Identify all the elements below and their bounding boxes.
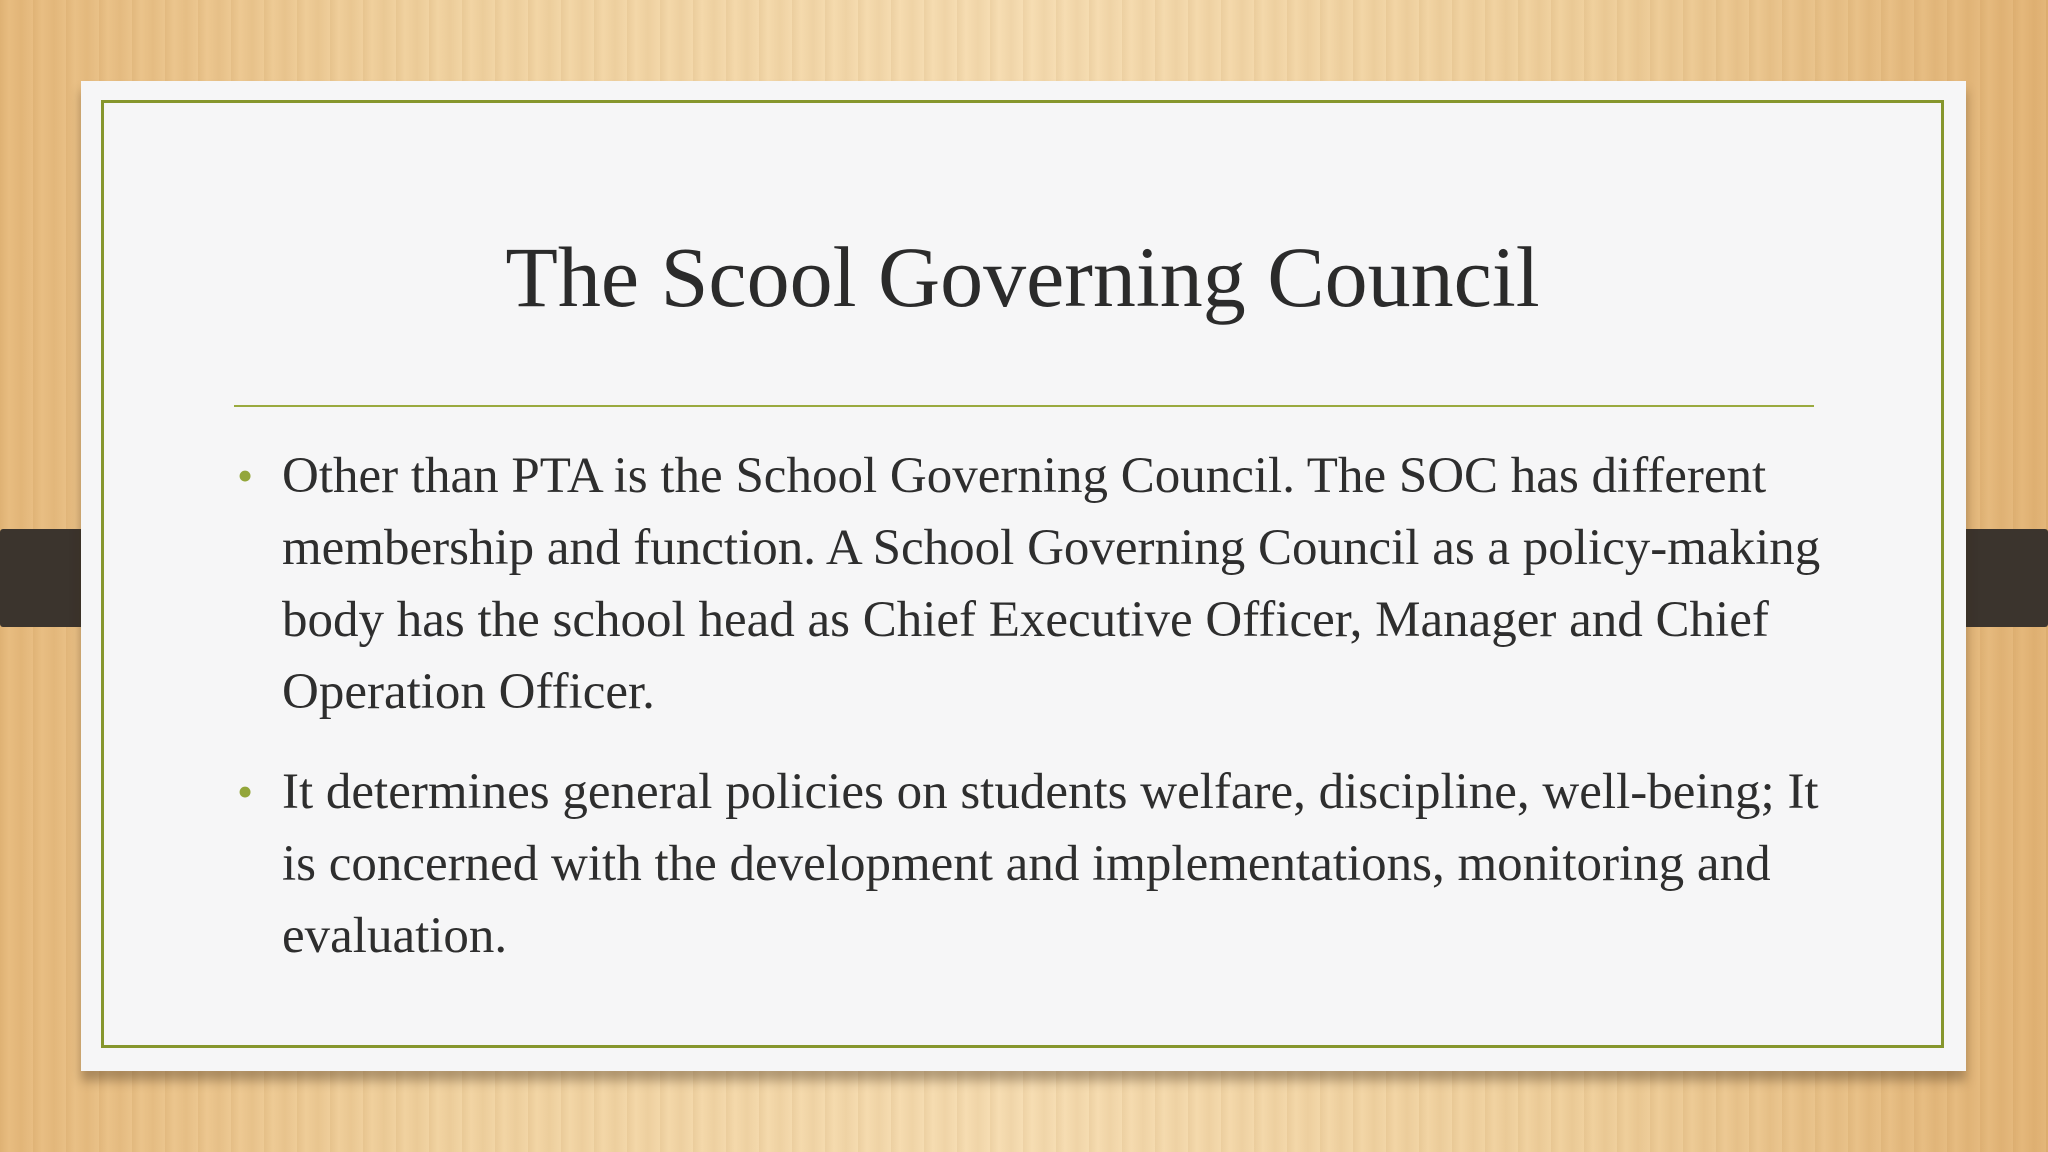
title-divider	[234, 405, 1814, 407]
bullet-dot-icon: •	[237, 450, 254, 501]
bullet-text: Other than PTA is the School Governing Council. The SOC has different membership and function. A School Governing Council as a policy-making body has the school head as Chief Executive Officer, Manager and Chief Operation Officer.	[282, 448, 1821, 720]
bullet-dot-icon: •	[237, 766, 254, 817]
slide-title: The Scool Governing Council	[505, 229, 1540, 325]
bullet-list	[234, 440, 1834, 1000]
bullet-item	[234, 440, 1834, 728]
bullet-text: It determines general policies on students welfare, discipline, well-being; It is concerned with the development and implementations, monitoring and evaluation.	[282, 764, 1819, 964]
bullet-item	[234, 756, 1834, 972]
